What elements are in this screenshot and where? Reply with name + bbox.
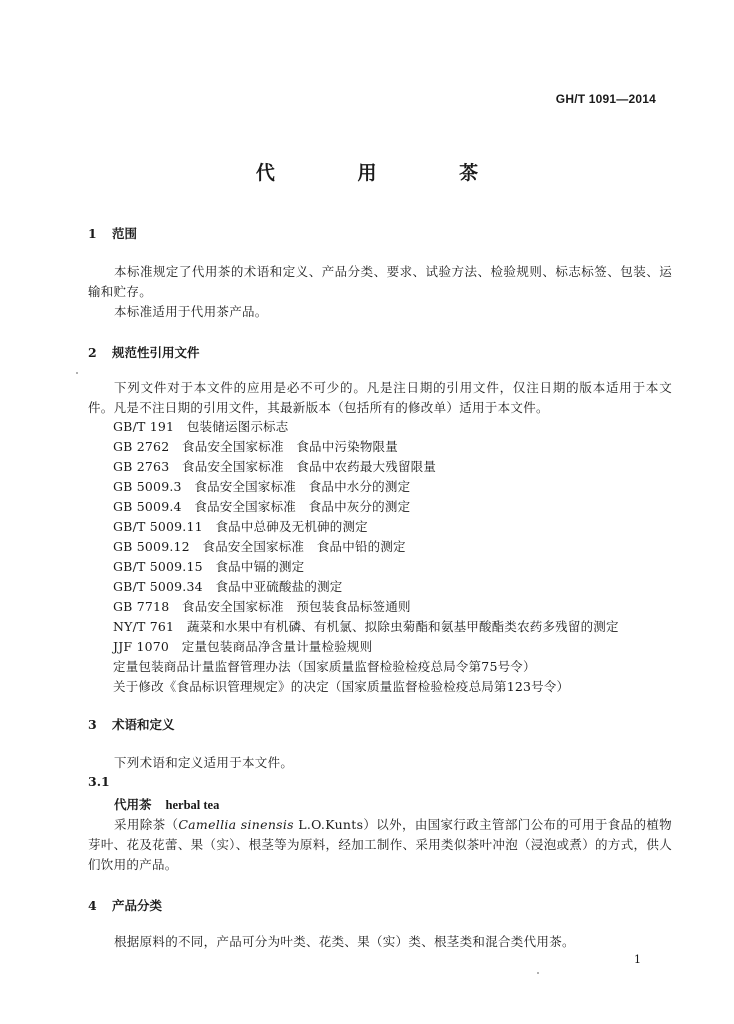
term-chinese: 代用茶: [114, 797, 152, 812]
reference-item: GB 5009.4 食品安全国家标准 食品中灰分的测定: [113, 499, 411, 514]
reference-item: GB/T 5009.34 食品中亚硫酸盐的测定: [113, 579, 343, 594]
standard-number: GH/T 1091—2014: [555, 92, 656, 106]
terms-intro: 下列术语和定义适用于本文件。: [114, 755, 294, 770]
subsection-number: 3.1: [88, 774, 110, 789]
scan-speck: [76, 372, 78, 374]
definition-text-end: L.O.Kunts）以外，由国家行政主管部门公布的可用于食品的植物芽叶、花及花蕾、果（实）、根茎等为原料，经加工制作、采用类似茶叶冲泡（浸泡或煮）的方式，供人们饮用的产品。: [88, 817, 672, 872]
section-number: 1: [88, 226, 97, 241]
term-definition: [88, 815, 672, 875]
section-3-heading: [88, 715, 175, 733]
classification-paragraph: 根据原料的不同，产品可分为叶类、花类、果（实）类、根茎类和混合类代用茶。: [114, 934, 575, 949]
definition-text-start: 采用除茶（: [114, 817, 179, 832]
section-number: 3: [88, 717, 97, 732]
section-1-heading: [88, 224, 137, 242]
reference-item: 关于修改《食品标识管理规定》的决定（国家质量监督检验检疫总局第123号令）: [113, 679, 570, 694]
reference-item: GB 2763 食品安全国家标准 食品中农药最大残留限量: [113, 459, 437, 474]
reference-item: GB 7718 食品安全国家标准 预包装食品标签通则: [113, 599, 411, 614]
section-number: 4: [88, 898, 97, 913]
section-number: 2: [88, 345, 97, 360]
reference-item: GB 5009.3 食品安全国家标准 食品中水分的测定: [113, 479, 411, 494]
reference-item: GB/T 5009.11 食品中总砷及无机砷的测定: [113, 519, 368, 534]
reference-item: 定量包装商品计量监督管理办法（国家质量监督检验检疫总局令第75号令）: [113, 659, 536, 674]
section-title: 产品分类: [112, 898, 163, 913]
term-english: herbal tea: [165, 798, 220, 812]
latin-species-name: Camellia sinensis: [178, 817, 294, 832]
scope-paragraph-2: 本标准适用于代用茶产品。: [114, 304, 268, 319]
section-2-heading: [88, 343, 200, 361]
reference-item: GB/T 5009.15 食品中镉的测定: [113, 559, 305, 574]
reference-item: JJF 1070 定量包装商品净含量计量检验规则: [113, 639, 373, 654]
reference-item: GB 2762 食品安全国家标准 食品中污染物限量: [113, 439, 398, 454]
section-4-heading: [88, 896, 162, 914]
term-entry: [114, 795, 219, 813]
document-title: 代 用 茶: [255, 162, 517, 184]
scan-speck: [537, 972, 539, 974]
scope-paragraph-1: 本标准规定了代用茶的术语和定义、产品分类、要求、试验方法、检验规则、标志标签、包装、运输和贮存。: [88, 264, 672, 299]
section-title: 术语和定义: [112, 717, 175, 732]
reference-item: GB 5009.12 食品安全国家标准 食品中铅的测定: [113, 539, 406, 554]
normative-intro: 下列文件对于本文件的应用是必不可少的。凡是注日期的引用文件，仅注日期的版本适用于本文件。凡是不注日期的引用文件，其最新版本（包括所有的修改单）适用于本文件。: [88, 380, 672, 415]
section-title: 范围: [112, 226, 138, 241]
reference-item: NY/T 761 蔬菜和水果中有机磷、有机氯、拟除虫菊酯和氨基甲酸酯类农药多残留的测定: [113, 619, 619, 634]
reference-item: GB/T 191 包装储运图示标志: [113, 419, 289, 434]
section-title: 规范性引用文件: [112, 345, 200, 360]
reference-list: [113, 417, 673, 697]
page-number: 1: [634, 953, 641, 966]
